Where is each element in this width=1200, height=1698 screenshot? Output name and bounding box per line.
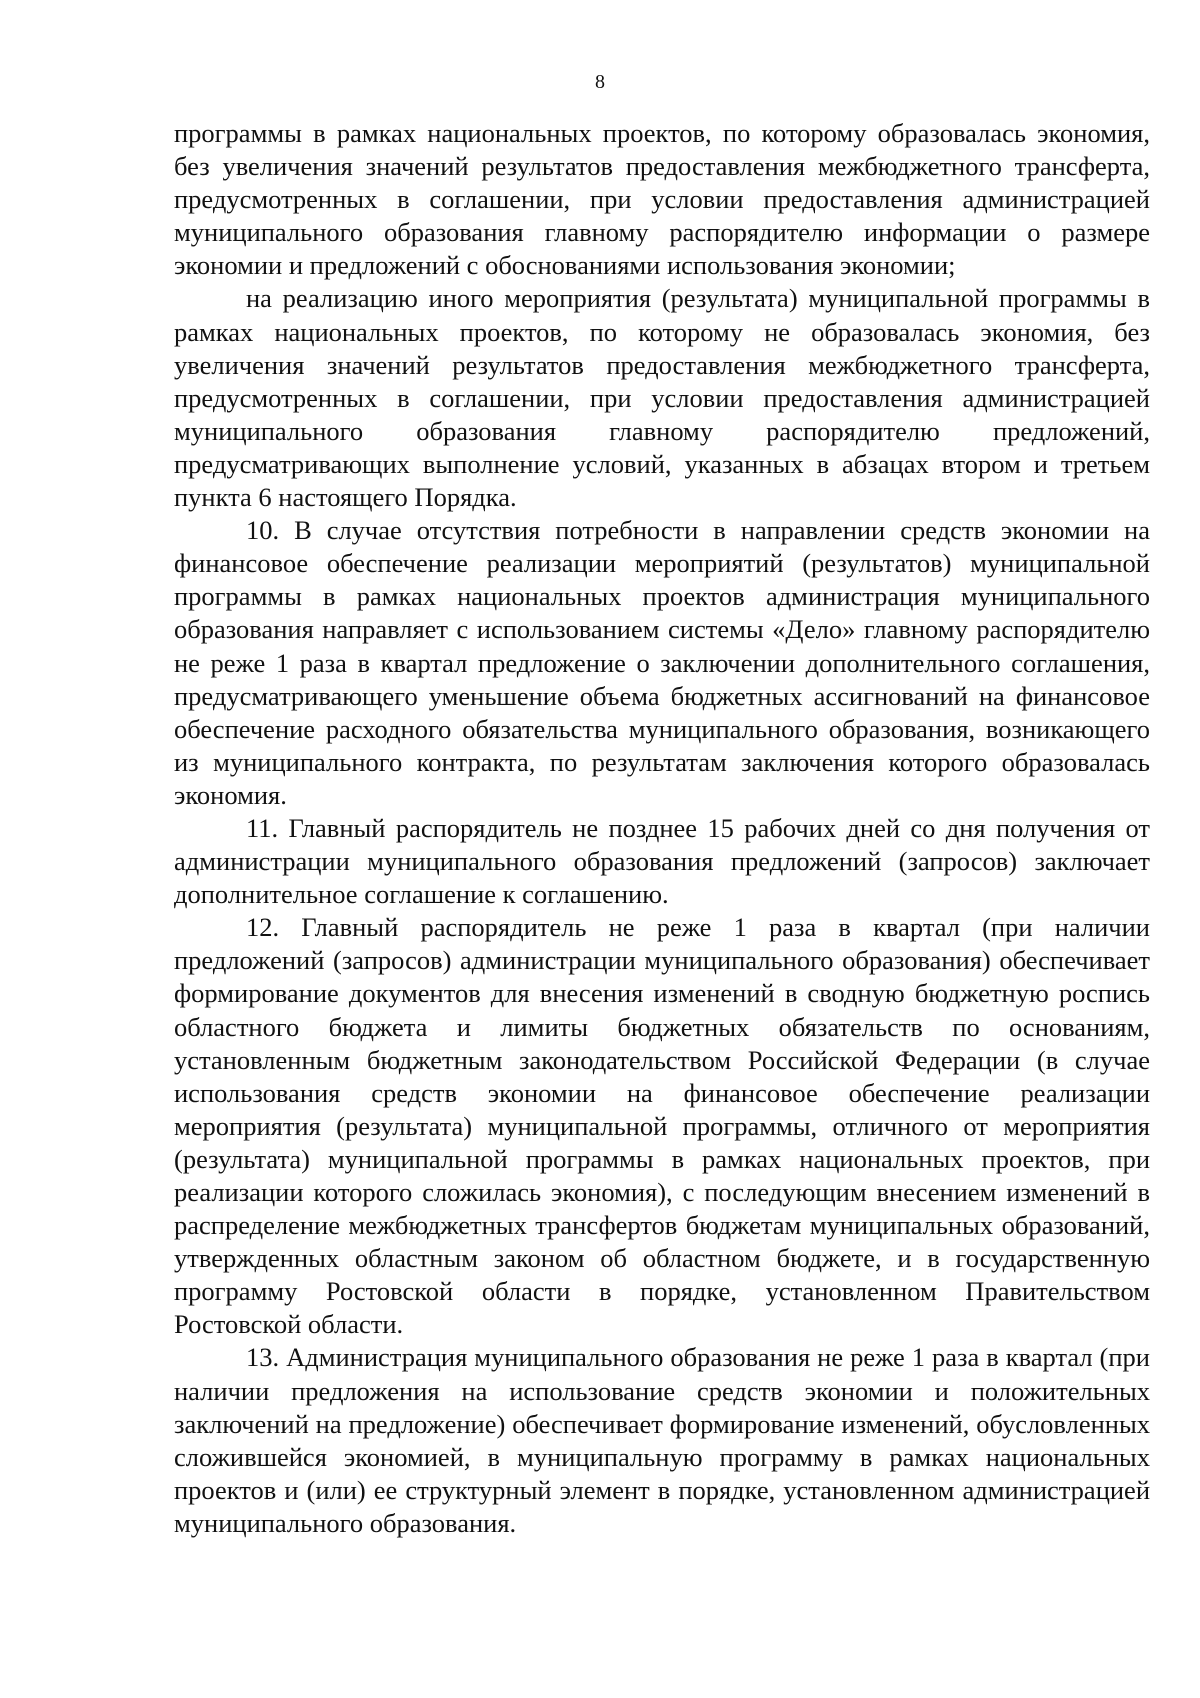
page-number: 8 [595,71,605,93]
paragraph-item-10: 10. В случае отсутствия потребности в направлении средств экономии на финансовое обеспечение реализации мероприятий (результатов) муниципальной программы в рамках национальных проектов администрация муниципального образования направляет с использованием системы «Дело» главному распорядителю не реже 1 раза в квартал предложение о заключении дополнительного соглашения, предусматривающего уменьшение объема бюджетных ассигнований на финансовое обеспечение расходного обязательства муниципального образования, возникающего из муниципального контракта, по результатам заключения которого образовалась экономия. [174,515,1150,810]
paragraph-item-12: 12. Главный распорядитель не реже 1 раза в квартал (при наличии предложений (запросов) администрации муниципального образования) обеспечивает формирование документов для внесения изменений в сводную бюджетную роспись областного бюджета и лимиты бюджетных обязательств по основаниям, установленным бюджетным законодательством Российской Федерации (в случае использования средств экономии на финансовое обеспечение реализации мероприятия (результата) муниципальной программы, отличного от мероприятия (результата) муниципальной программы в рамках национальных проектов, при реализации которого сложилась экономия), с последующим внесением изменений в распределение межбюджетных трансфертов бюджетам муниципальных образований, утвержденных областным законом об областном бюджете, и в государственную программу Ростовской области в порядке, установленном Правительством Ростовской области. [174,912,1150,1340]
document-body [174,117,1150,1540]
paragraph-item-13: 13. Администрация муниципального образования не реже 1 раза в квартал (при наличии предложения на использование средств экономии и положительных заключений на предложение) обеспечивает формирование изменений, обусловленных сложившейся экономией, в муниципальную программу в рамках национальных проектов и (или) ее структурный элемент в порядке, установленном администрацией муниципального образования. [174,1342,1150,1538]
paragraph-other-measure: на реализацию иного мероприятия (результата) муниципальной программы в рамках национальных проектов, по которому не образовалась экономия, без увеличения значений результатов предоставления межбюджетного трансферта, предусмотренных в соглашении, при условии предоставления администрацией муниципального образования главному распорядителю предложений, предусматривающих выполнение условий, указанных в абзацах втором и третьем пункта 6 настоящего Порядка. [174,283,1150,513]
paragraph-continuation: программы в рамках национальных проектов, по которому образовалась экономия, без увеличения значений результатов предоставления межбюджетного трансферта, предусмотренных в соглашении, при условии предоставления администрацией муниципального образования главному распорядителю информации о размере экономии и предложений с обоснованиями использования экономии; [174,118,1150,281]
paragraph-item-11: 11. Главный распорядитель не позднее 15 рабочих дней со дня получения от администрации муниципального образования предложений (запросов) заключает дополнительное соглашение к соглашению. [174,812,1150,910]
